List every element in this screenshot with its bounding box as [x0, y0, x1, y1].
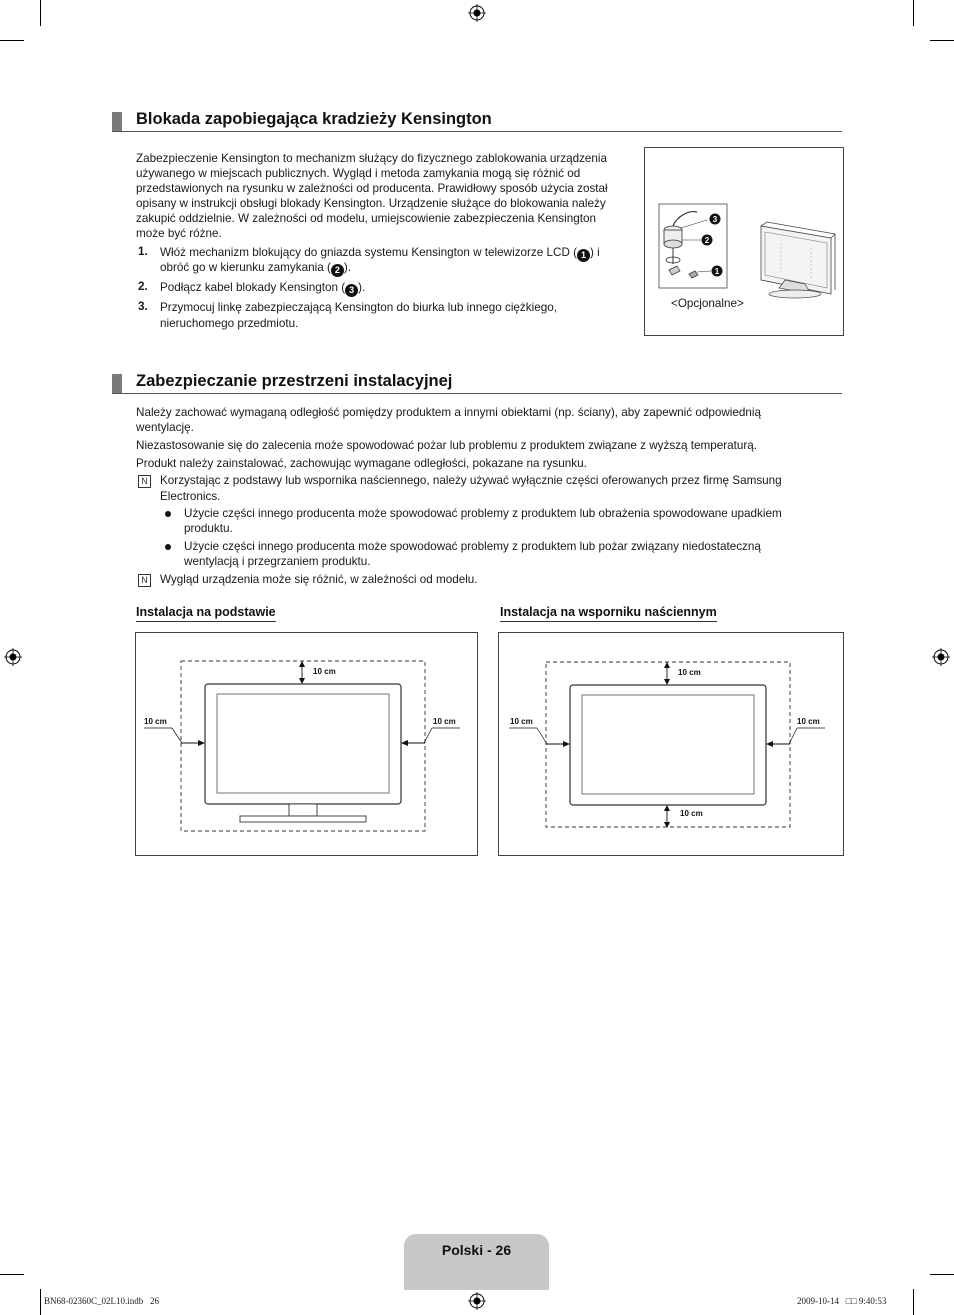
- intro-line: Zabezpieczenie Kensington to mechanizm służący do fizycznego zablokowania urządzenia: [136, 152, 608, 165]
- note-icon: N: [138, 475, 151, 488]
- intro-line: opisany w instrukcji obsługi blokady Kensington. Urządzenie służące do blokowania należy: [136, 197, 606, 210]
- bullet-icon: [165, 544, 171, 550]
- section-space-header: [112, 373, 842, 394]
- bullet-line: Użycie części innego producenta może spowodować problemy z produktem lub obrażenia spowodowane upadkiem: [184, 507, 782, 520]
- left-distance-label: 10 cm: [510, 717, 533, 726]
- wall-clearance-diagram: [499, 633, 843, 855]
- left-distance-label: 10 cm: [144, 717, 167, 726]
- step-text-part: ).: [343, 261, 351, 274]
- date-slug: 2009-10-14 □□ 9:40:53: [797, 1296, 887, 1306]
- kensington-figure: [644, 147, 844, 336]
- wall-clearance-figure: [498, 632, 844, 856]
- badge-1-icon: 1: [577, 249, 590, 262]
- crop-mark: [913, 0, 914, 26]
- section-kensington-header: [112, 111, 842, 132]
- intro-line: przedstawionych na rysunku w zależności od producenta. Prawidłowy sposób użycia został: [136, 182, 608, 195]
- note-line: Korzystając z podstawy lub wspornika naściennego, należy używać wyłącznie części oferowanych przez firmę Samsung: [160, 474, 782, 487]
- stand-clearance-diagram: [136, 633, 477, 855]
- stand-install-title: Instalacja na podstawie: [136, 605, 276, 622]
- bullet-line: Użycie części innego producenta może spowodować problemy z produktem lub pożar związany niedostateczną: [184, 540, 761, 553]
- crop-mark: [913, 1289, 914, 1315]
- crop-mark: [930, 1274, 954, 1275]
- callout-3: 3: [712, 215, 718, 224]
- callout-2: 2: [704, 236, 710, 245]
- note-icon: N: [138, 574, 151, 587]
- figure-caption: <Opcjonalne>: [671, 297, 744, 310]
- step-text: [160, 280, 365, 297]
- bottom-distance-label: 10 cm: [680, 809, 703, 818]
- registration-mark-icon: [4, 648, 22, 666]
- stand-clearance-figure: [135, 632, 478, 856]
- para-line: Produkt należy zainstalować, zachowując wymagane odległości, pokazane na rysunku.: [136, 457, 587, 470]
- step-number: 3.: [138, 300, 148, 313]
- para-line: Należy zachować wymaganą odległość pomiędzy produktem a innymi obiektami (np. ściany), aby zapewnić odpowiednią: [136, 406, 761, 419]
- crop-mark: [0, 40, 24, 41]
- bullet-line: produktu.: [184, 522, 233, 535]
- right-distance-label: 10 cm: [797, 717, 820, 726]
- section-marker: [112, 112, 122, 131]
- intro-line: może być różne.: [136, 227, 222, 240]
- step-text: [160, 260, 351, 277]
- crop-mark: [0, 1274, 24, 1275]
- section-marker: [112, 374, 122, 393]
- para-line: Niezastosowanie się do zalecenia może spowodować pożar lub problemu z produktem związane z wyższą temperaturą.: [136, 439, 758, 452]
- note-line: Electronics.: [160, 490, 221, 503]
- step-number: 2.: [138, 280, 148, 293]
- step-text-part: Podłącz kabel blokady Kensington (: [160, 281, 346, 294]
- step-text-part: Włóż mechanizm blokujący do gniazda systemu Kensington w telewizorze LCD (: [160, 246, 578, 259]
- crop-mark: [40, 0, 41, 26]
- badge-3-icon: 3: [345, 284, 358, 297]
- file-slug: BN68-02360C_02L10.indb 26: [44, 1296, 160, 1306]
- top-distance-label: 10 cm: [313, 667, 336, 676]
- step-text-part: ) i: [590, 246, 600, 259]
- crop-mark: [40, 1289, 41, 1315]
- registration-mark-icon: [468, 4, 486, 22]
- step-text-part: ).: [358, 281, 366, 294]
- step-text: nieruchomego przedmiotu.: [160, 317, 299, 330]
- registration-mark-icon: [468, 1292, 486, 1310]
- section-title: Blokada zapobiegająca kradzieży Kensington: [136, 110, 492, 128]
- bullet-line: wentylacją i przegrzaniem produktu.: [184, 555, 371, 568]
- crop-mark: [930, 40, 954, 41]
- bullet-icon: [165, 511, 171, 517]
- para-line: wentylację.: [136, 421, 194, 434]
- step-text: Przymocuj linkę zabezpieczającą Kensington do biurka lub innego ciężkiego,: [160, 301, 557, 314]
- note-line: Wygląd urządzenia może się różnić, w zależności od modelu.: [160, 573, 478, 586]
- step-number: 1.: [138, 245, 148, 258]
- page-number: Polski - 26: [441, 1242, 512, 1258]
- intro-line: używanego w miejscach publicznych. Wygląd i metoda zamykania mogą się różnić od: [136, 167, 581, 180]
- step-text-part: obróć go w kierunku zamykania (: [160, 261, 331, 274]
- intro-line: zakupić oddzielnie. W zależności od modelu, umiejscowienie zabezpieczenia Kensington: [136, 212, 596, 225]
- wall-install-title: Instalacja na wsporniku naściennym: [500, 605, 717, 622]
- callout-1: 1: [714, 267, 720, 276]
- registration-mark-icon: [932, 648, 950, 666]
- right-distance-label: 10 cm: [433, 717, 456, 726]
- badge-2-icon: 2: [331, 264, 344, 277]
- top-distance-label: 10 cm: [678, 668, 701, 677]
- section-title: Zabezpieczanie przestrzeni instalacyjnej: [136, 372, 453, 390]
